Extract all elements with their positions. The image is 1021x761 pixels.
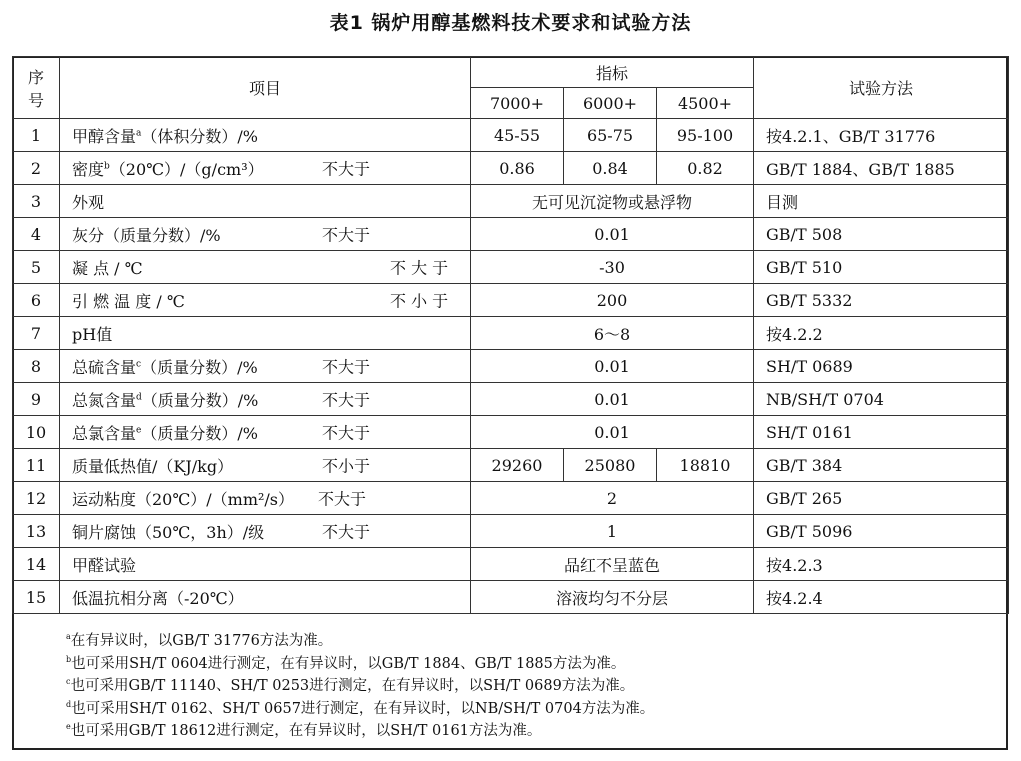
test-method: GB/T 510 (754, 251, 1009, 284)
table-row (13, 185, 1009, 218)
item-name: 凝 点 / ℃ (72, 258, 143, 278)
spec-value: 0.86 (471, 152, 564, 185)
test-method: 按4.2.2 (754, 317, 1009, 350)
row-number: 12 (13, 482, 60, 515)
spec-value-merged: 溶液均匀不分层 (471, 581, 754, 614)
spec-value: 18810 (657, 449, 754, 482)
test-method: SH/T 0161 (754, 416, 1009, 449)
spec-value: 65-75 (564, 119, 657, 152)
header-seq (13, 57, 60, 119)
item-name: 甲醇含量 (72, 126, 137, 146)
spec-value-merged: 1 (471, 515, 754, 548)
spec-value-merged: 0.01 (471, 383, 754, 416)
footnote-ref: a (136, 128, 142, 139)
test-method: 按4.2.3 (754, 548, 1009, 581)
test-method: NB/SH/T 0704 (754, 383, 1009, 416)
header-grade: 6000+ (564, 88, 657, 119)
footnote-mark: e (66, 722, 71, 732)
footnote (14, 653, 1004, 676)
item-unit: （20℃）/（g/cm³） (109, 159, 264, 179)
item-cell (60, 152, 471, 185)
item-unit: （质量分数）/% (141, 423, 258, 443)
row-number: 1 (13, 119, 60, 152)
footnote-text: 也可采用SH/T 0162、SH/T 0657进行测定，在有异议时，以NB/SH/T 0704方法为准。 (71, 700, 655, 717)
item-name: 甲醛试验 (72, 555, 137, 575)
item-name: 铜片腐蚀（50℃，3h）/级 (72, 522, 265, 542)
footnote-ref: d (136, 392, 142, 403)
footnote (14, 720, 1004, 743)
row-number: 7 (13, 317, 60, 350)
spec-value-merged: 0.01 (471, 218, 754, 251)
spec-value-merged: 0.01 (471, 350, 754, 383)
item-qualifier: 不大于 (322, 423, 371, 443)
header-seq-line1: 序 (27, 67, 44, 87)
item-name: 引 燃 温 度 / ℃ (72, 291, 185, 311)
table-row (13, 284, 1009, 317)
item-qualifier: 不 小 于 (390, 291, 449, 311)
spec-value: 45-55 (471, 119, 564, 152)
item-qualifier: 不大于 (322, 390, 371, 410)
footnote-mark: c (66, 677, 71, 687)
row-number: 9 (13, 383, 60, 416)
test-method: GB/T 384 (754, 449, 1009, 482)
item-qualifier: 不大于 (322, 159, 371, 179)
item-name: 总硫含量 (72, 357, 137, 377)
test-method: 按4.2.4 (754, 581, 1009, 614)
footnote (14, 630, 1004, 653)
table-title: 表1 锅炉用醇基燃料技术要求和试验方法 (329, 12, 692, 34)
header-spec: 指标 (471, 57, 754, 88)
item-qualifier: 不大于 (322, 522, 371, 542)
spec-value-merged: 品红不呈蓝色 (471, 548, 754, 581)
item-name: 密度 (72, 159, 105, 179)
table-row (13, 416, 1009, 449)
spec-value-merged: 6～8 (471, 317, 754, 350)
footnote-ref: b (104, 161, 110, 172)
item-name: pH值 (72, 324, 113, 344)
footnote-text: 也可采用GB/T 11140、SH/T 0253进行测定，在有异议时，以SH/T 0689方法为准。 (70, 678, 635, 694)
item-unit: （质量分数）/% (141, 357, 258, 377)
item-cell (60, 581, 471, 614)
row-number: 2 (13, 152, 60, 185)
item-name: 总氮含量 (72, 390, 137, 410)
row-number: 5 (13, 251, 60, 284)
item-name: 灰分（质量分数）/% (72, 225, 221, 245)
footnote-text: 在有异议时，以GB/T 31776方法为准。 (70, 633, 333, 649)
table-row (13, 152, 1009, 185)
table-row (13, 350, 1009, 383)
table-row (13, 581, 1009, 614)
row-number: 8 (13, 350, 60, 383)
table-row (13, 383, 1009, 416)
row-number: 10 (13, 416, 60, 449)
table-row (13, 482, 1009, 515)
item-name: 低温抗相分离（-20℃） (72, 588, 244, 608)
test-method: SH/T 0689 (754, 350, 1009, 383)
spec-value-merged: 200 (471, 284, 754, 317)
header-grade: 4500+ (657, 88, 754, 119)
test-method: GB/T 508 (754, 218, 1009, 251)
row-number: 3 (13, 185, 60, 218)
item-qualifier: 不 大 于 (390, 258, 449, 278)
table-row (13, 515, 1009, 548)
footnote-text: 也可采用SH/T 0604进行测定，在有异议时，以GB/T 1884、GB/T 1885方法为准。 (71, 655, 626, 672)
item-cell (60, 350, 471, 383)
spec-value-merged: 2 (471, 482, 754, 515)
test-method: 按4.2.1、GB/T 31776 (754, 119, 1009, 152)
footnote-ref: e (136, 425, 142, 436)
spec-value: 0.82 (657, 152, 754, 185)
row-number: 11 (13, 449, 60, 482)
footnote-mark: d (66, 699, 72, 709)
header-grade: 7000+ (471, 88, 564, 119)
item-cell (60, 383, 471, 416)
item-name: 质量低热值/（KJ/kg） (72, 456, 234, 476)
row-number: 15 (13, 581, 60, 614)
item-cell (60, 251, 471, 284)
spec-value-merged: 无可见沉淀物或悬浮物 (471, 185, 754, 218)
footnotes (14, 630, 1004, 743)
row-number: 13 (13, 515, 60, 548)
header-item: 项目 (60, 57, 471, 119)
header-seq-line2: 号 (27, 90, 44, 110)
spec-value: 0.84 (564, 152, 657, 185)
header-method: 试验方法 (754, 57, 1009, 119)
header-row-1 (13, 57, 1009, 88)
footnote-ref: c (136, 359, 142, 370)
table-body (13, 119, 1009, 614)
table-row (13, 317, 1009, 350)
item-name: 运动粘度（20℃）/（mm²/s） (72, 489, 295, 509)
item-cell (60, 449, 471, 482)
spec-value-merged: 0.01 (471, 416, 754, 449)
spec-value: 95-100 (657, 119, 754, 152)
test-method: 目测 (754, 185, 1009, 218)
table-row (13, 251, 1009, 284)
row-number: 4 (13, 218, 60, 251)
footnote (14, 698, 1004, 721)
item-cell (60, 218, 471, 251)
item-qualifier: 不大于 (322, 225, 371, 245)
item-cell (60, 119, 471, 152)
row-number: 6 (13, 284, 60, 317)
spec-value-merged: -30 (471, 251, 754, 284)
footnote-mark: a (66, 632, 71, 642)
footnote-text: 也可采用GB/T 18612进行测定，在有异议时，以SH/T 0161方法为准。 (70, 723, 542, 739)
table-row (13, 218, 1009, 251)
item-unit: （体积分数）/% (141, 126, 258, 146)
test-method: GB/T 265 (754, 482, 1009, 515)
item-qualifier: 不小于 (322, 456, 371, 476)
spec-value: 25080 (564, 449, 657, 482)
spec-value: 29260 (471, 449, 564, 482)
item-cell (60, 482, 471, 515)
test-method: GB/T 5096 (754, 515, 1009, 548)
item-cell (60, 284, 471, 317)
test-method: GB/T 5332 (754, 284, 1009, 317)
item-cell (60, 185, 471, 218)
item-unit: （质量分数）/% (141, 390, 259, 410)
table-row (13, 119, 1009, 152)
row-number: 14 (13, 548, 60, 581)
item-name: 总氯含量 (72, 423, 137, 443)
item-cell (60, 515, 471, 548)
item-cell (60, 317, 471, 350)
item-cell (60, 416, 471, 449)
item-qualifier: 不大于 (322, 357, 371, 377)
item-cell (60, 548, 471, 581)
item-name: 外观 (72, 192, 105, 212)
table-row (13, 548, 1009, 581)
spec-table (12, 56, 1009, 614)
item-qualifier: 不大于 (318, 489, 367, 509)
test-method: GB/T 1884、GB/T 1885 (754, 152, 1009, 185)
footnote-mark: b (66, 654, 72, 664)
footnote (14, 675, 1004, 698)
table-row (13, 449, 1009, 482)
